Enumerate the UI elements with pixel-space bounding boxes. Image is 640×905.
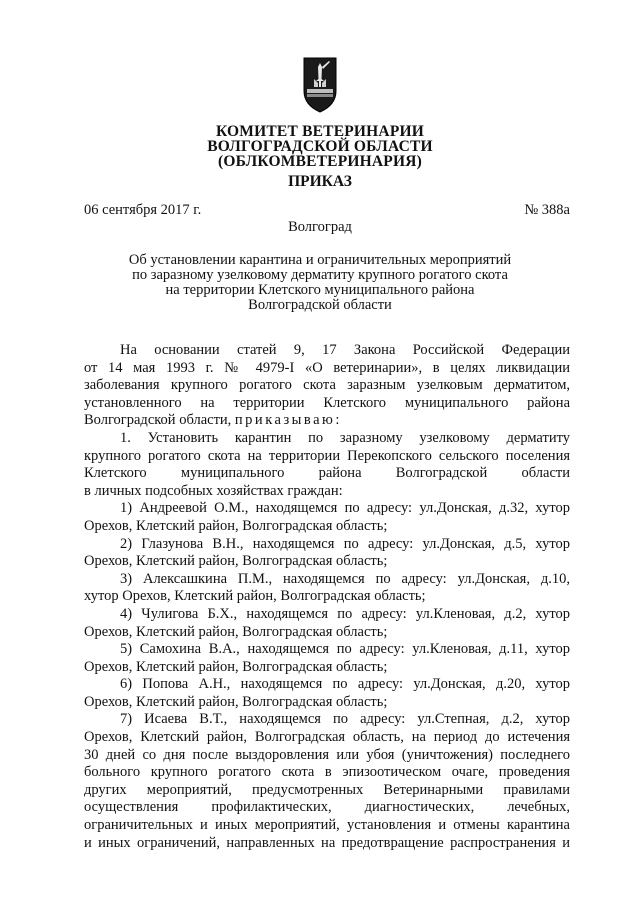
body-line: в личных подсобных хозяйствах граждан:: [84, 482, 343, 499]
committee-name-line-1: КОМИТЕТ ВЕТЕРИНАРИИ: [216, 123, 424, 140]
list-item: 7) Исаева В.Т., находящемся по адресу: ул.Степная, д.2, хутор: [120, 711, 570, 728]
list-item: 6) Попова А.Н., находящемся по адресу: ул.Донская, д.20, хутор: [120, 676, 570, 693]
coat-of-arms-icon: [303, 57, 337, 113]
body-line: осуществления профилактических, диагностических, лечебных,: [84, 799, 570, 816]
list-item: 5) Самохина В.А., находящемся по адресу: ул.Кленовая, д.11, хутор: [120, 641, 570, 658]
subject-line: на территории Клетского муниципального района: [165, 282, 475, 298]
body-line: Орехов, Клетский район, Волгоградская область;: [84, 553, 388, 570]
body-line: крупного рогатого скота на территории Перекопского сельского поселения: [84, 447, 570, 464]
body-line: Клетского муниципального района Волгоградской области: [84, 465, 570, 482]
subject-line: по заразному узелковому дерматиту крупного рогатого скота: [132, 267, 508, 283]
body-line: На основании статей 9, 17 Закона Российской Федерации: [120, 342, 570, 358]
body-line: установленного на территории Клетского муниципального района: [84, 394, 570, 411]
body-line: Орехов, Клетский район, Волгоградская область;: [84, 693, 388, 710]
body-line: от 14 мая 1993 г. № 4979-I «О ветеринарии», в целях ликвидации: [84, 359, 570, 376]
list-item: 3) Алексашкина П.М., находящемся по адресу: ул.Донская, д.10,: [120, 570, 570, 587]
body-line: 30 дней со дня после выздоровления или убоя (уничтожения) последнего: [84, 746, 570, 763]
body-line: [84, 412, 570, 430]
subject-line: Об установлении карантина и ограничительных мероприятий: [128, 252, 512, 268]
body-line: Орехов, Клетский район, Волгоградская область;: [84, 623, 388, 640]
document-city: Волгоград: [288, 219, 352, 235]
body-line: Орехов, Клетский район, Волгоградская область;: [84, 517, 388, 534]
orders-word: приказываю:: [234, 412, 342, 429]
document-type-title: ПРИКАЗ: [288, 173, 352, 190]
body-line: заболевания крупного рогатого скота заразным узелковым дерматитом,: [84, 377, 570, 394]
body-line: ограничительных и иных мероприятий, установления и отмены карантина: [84, 817, 570, 834]
list-item: 1) Андреевой О.М., находящемся по адресу: ул.Донская, д.32, хутор: [120, 500, 570, 517]
document-number: № 388а: [524, 202, 570, 218]
committee-name-line-3: (ОБЛКОМВЕТЕРИНАРИЯ): [218, 153, 422, 170]
body-line-text: Волгоградской области,: [84, 412, 232, 429]
body-line: больного крупного рогатого скота в эпизоотическом очаге, проведения: [84, 764, 570, 781]
body-line: Орехов, Клетский район, Волгоградская область, на период до истечения: [84, 729, 570, 746]
list-item: 4) Чулигова Б.Х., находящемся по адресу: ул.Кленовая, д.2, хутор: [120, 605, 570, 622]
document-subject: [100, 253, 540, 313]
body-line: других мероприятий, предусмотренных Ветеринарными правилами: [84, 781, 570, 798]
body-line: 1. Установить карантин по заразному узелковому дерматиту: [120, 429, 570, 446]
body-line: Орехов, Клетский район, Волгоградская область;: [84, 658, 388, 675]
body-line: и иных ограничений, направленных на предотвращение распространения и: [84, 834, 570, 851]
body-line: хутор Орехов, Клетский район, Волгоградская область;: [84, 588, 426, 605]
document-date: 06 сентября 2017 г.: [84, 202, 202, 218]
subject-line: Волгоградской области: [248, 297, 392, 313]
document-body: [84, 342, 570, 852]
list-item: 2) Глазунова В.Н., находящемся по адресу: ул.Донская, д.5, хутор: [120, 535, 570, 552]
committee-name-line-2: ВОЛГОГРАДСКОЙ ОБЛАСТИ: [207, 138, 433, 155]
